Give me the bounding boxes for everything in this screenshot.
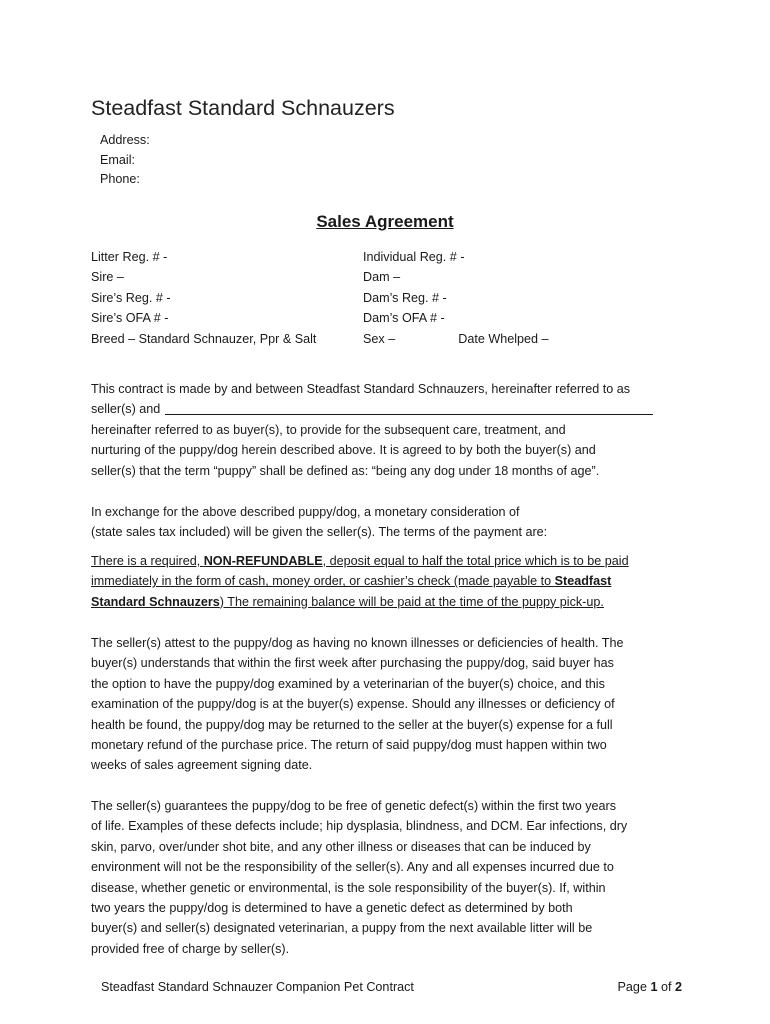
dam-ofa-label: Dam’s OFA # - (363, 311, 445, 326)
health-paragraph (91, 633, 691, 776)
deposit-text: , deposit equal to half the total price which is to be paid (322, 554, 629, 568)
paragraph-line: buyer(s) understands that within the first week after purchasing the puppy/dog, said buyer has (91, 656, 614, 671)
sire-reg-label: Sire’s Reg. # - (91, 290, 171, 305)
paragraph-line (91, 399, 691, 419)
paragraph-line: disease, whether genetic or environmental, is the sole responsibility of the buyer(s). If, within (91, 880, 606, 895)
deposit-paragraph (91, 551, 691, 612)
non-refundable-text: NON-REFUNDABLE (203, 554, 323, 568)
phone-label: Phone: (100, 172, 140, 186)
section-heading: Sales Agreement (316, 212, 454, 231)
paragraph-line: provided free of charge by seller(s). (91, 941, 290, 956)
current-page: 1 (650, 980, 658, 994)
deposit-text: immediately in the form of cash, money order, or cashier’s check (made payable to (91, 574, 555, 589)
paragraph-line: two years the puppy/dog is determined to have a genetic defect as determined by both (91, 900, 573, 915)
paragraph-line: weeks of sales agreement signing date. (91, 758, 313, 773)
sire-label: Sire – (91, 270, 124, 285)
email-label: Email: (100, 152, 135, 167)
deposit-text: ) The remaining balance will be paid at the time of the puppy pick-up. (219, 594, 604, 609)
paragraph-line: monetary refund of the purchase price. The return of said puppy/dog must happen within two (91, 737, 607, 752)
date-whelped-label: Date Whelped – (458, 331, 549, 346)
sex-row (363, 329, 549, 349)
seller-and-text: seller(s) and (91, 402, 161, 417)
paragraph-line: environment will not be the responsibility of the seller(s). Any and all expenses incurred due to (91, 860, 614, 875)
address-label: Address: (100, 133, 150, 147)
paragraph-line: hereinafter referred to as buyer(s), to provide for the subsequent care, treatment, and (91, 422, 566, 437)
paragraph-line: nurturing of the puppy/dog herein described above. It is agreed to by both the buyer(s) and (91, 443, 596, 458)
paragraph-line: The seller(s) attest to the puppy/dog as having no known illnesses or deficiencies of health. The (91, 636, 624, 650)
litter-reg-label: Litter Reg. # - (91, 250, 168, 264)
paragraph-line (91, 571, 691, 591)
paragraph-line: This contract is made by and between Steadfast Standard Schnauzers, hereinafter referred to as (91, 382, 631, 396)
deposit-text: There is a required, (91, 554, 204, 568)
registration-left-column (91, 247, 316, 349)
paragraph-line: (state sales tax included) will be given the seller(s). The terms of the payment are: (91, 525, 548, 540)
individual-reg-label: Individual Reg. # - (363, 250, 465, 264)
paragraph-line (91, 592, 691, 612)
payee-name: Steadfast (554, 574, 612, 589)
paragraph-line: seller(s) that the term “puppy” shall be defined as: “being any dog under 18 months of age”. (91, 463, 600, 478)
payment-paragraph (91, 502, 691, 543)
contact-block (100, 131, 150, 190)
registration-right-column (363, 247, 549, 349)
page-number (618, 977, 682, 997)
paragraph-line: buyer(s) and seller(s) designated veterinarian, a puppy from the next available litter will be (91, 921, 593, 936)
buyer-name-blank (165, 400, 653, 415)
paragraph-line: the option to have the puppy/dog examined by a veterinarian of the buyer(s) choice, and this (91, 676, 605, 691)
sire-ofa-label: Sire’s OFA # - (91, 311, 169, 326)
dam-label: Dam – (363, 270, 401, 285)
payee-name: Standard Schnauzers (91, 594, 220, 609)
guarantee-paragraph (91, 796, 691, 959)
dam-reg-label: Dam’s Reg. # - (363, 290, 447, 305)
sex-label: Sex – (363, 331, 396, 346)
page-label: Page (617, 980, 651, 994)
paragraph-line: of life. Examples of these defects include; hip dysplasia, blindness, and DCM. Ear infections, dry (91, 819, 628, 834)
paragraph-line: examination of the puppy/dog is at the buyer(s) expense. Should any illnesses or deficiency of (91, 697, 615, 712)
page-title: Steadfast Standard Schnauzers (91, 96, 395, 120)
paragraph-line: health be found, the puppy/dog may be returned to the seller at the buyer(s) expense for a full (91, 717, 613, 732)
footer-title: Steadfast Standard Schnauzer Companion Pet Contract (101, 980, 414, 994)
breed-label: Breed – Standard Schnauzer, Ppr & Salt (91, 331, 317, 346)
paragraph-line: skin, parvo, over/under shot bite, and any other illness or diseases that can be induced by (91, 839, 591, 854)
parties-paragraph (91, 379, 691, 481)
paragraph-line: In exchange for the above described puppy/dog, a monetary consideration of (91, 505, 520, 519)
of-label: of (657, 980, 675, 994)
paragraph-line (91, 551, 691, 571)
total-pages: 2 (674, 980, 682, 994)
paragraph-line: The seller(s) guarantees the puppy/dog to be free of genetic defect(s) within the first two years (91, 799, 617, 813)
